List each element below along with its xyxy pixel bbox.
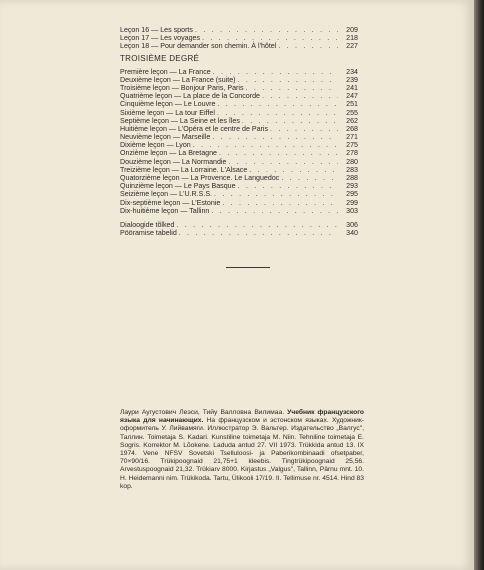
toc-entry-title: Deuxième leçon — La France (suite) (120, 75, 236, 84)
toc-entry-page: 306 (346, 220, 358, 229)
dot-leader (212, 190, 338, 198)
toc-entry (120, 84, 358, 92)
dot-leader (191, 141, 338, 149)
section-title: TROISIÈME DEGRÉ (120, 53, 200, 63)
toc-entry (120, 166, 358, 174)
dot-leader (210, 133, 338, 141)
toc-entry-page: 209 (346, 26, 358, 34)
colophon-authors: Лаури Аугустович Леэси, Тийу Валловна Вилимаа. (120, 409, 285, 416)
dot-leader (247, 166, 338, 174)
dot-leader (240, 117, 338, 125)
toc-entry-title: Leçon 17 — Les voyages (120, 34, 201, 43)
toc-entry-title: Dialoogide tõlked (120, 220, 175, 229)
toc-entry (120, 76, 358, 84)
toc-entry (120, 42, 358, 50)
toc-entry (120, 190, 358, 198)
toc-entry-title: Dixième leçon — Lyon (120, 141, 191, 150)
toc-entry-title: Seizième leçon — L'U.R.S.S. (120, 190, 213, 199)
dot-leader (215, 109, 338, 117)
toc-entry (120, 149, 358, 157)
toc-group-top (120, 26, 358, 51)
toc-entry-page: 262 (346, 116, 358, 125)
toc-entry (120, 141, 358, 149)
toc-entry-page: 299 (346, 198, 358, 207)
toc-entry-title: Première leçon — La France (120, 67, 211, 76)
toc-entry-page: 280 (346, 157, 358, 166)
toc-entry-page: 295 (346, 190, 358, 199)
toc-entry-title: Sixième leçon — La tour Eiffel (120, 108, 215, 117)
toc-entry-page: 247 (346, 92, 358, 101)
toc-entry (120, 92, 358, 100)
toc-entry-page: 227 (346, 42, 358, 51)
toc-entry-title: Douzième leçon — La Normandie (120, 157, 227, 166)
toc-entry (120, 117, 358, 125)
dot-leader (236, 76, 338, 84)
colophon-body: На французском и эстонском языках. Художник-оформитель У. Лийвамяги. Иллюстратор Э. Вальтер. Издательство „Валгус", Таллин. Toimetaja S. Kadari. Kunstiline toimetaja M. Niin. Tehniline toimetaja E. Sogris. Korrektor M. Lõokene. Laduda antud 27. VII 1973. Trükkida antud 13. IX 1974. Vene NFSV Sovetski Tselluloosi- ja Paberikombinaadi ofsetpaber, 70×90/16. Trükipoognaid 21,75+1 kleebis. Tingtrükipoognaid 25,56. Arvestuspoognaid 21,32. Trükiarv 8000. Kirjastus „Valgus", Tallinn, Pärnu mnt. 10. H. Heidemanni nim. Trükikoda. Tartu, Ülikooli 17/19. II. Tellimuse nr. 4514. Hind 83 kop. (120, 417, 364, 490)
toc-entry (120, 207, 358, 215)
toc-entry (120, 199, 358, 207)
dot-leader (215, 100, 338, 108)
toc-entry-page: 278 (346, 149, 358, 158)
dot-leader (220, 199, 338, 207)
toc-entry-page: 218 (346, 34, 358, 43)
toc-entry-page: 275 (346, 141, 358, 150)
toc-entry-page: 271 (346, 133, 358, 142)
toc-entry-title: Septième leçon — La Seine et les îles (120, 116, 240, 125)
toc-entry-title: Troisième leçon — Bonjour Paris, Paris (120, 83, 244, 92)
toc-entry-title: Leçon 16 — Les sports (120, 26, 193, 34)
dot-leader (174, 221, 338, 229)
toc-entry (120, 174, 358, 182)
toc-entry-title: Leçon 18 — Pour demander son chemin. À l'hôtel (120, 42, 277, 51)
dot-leader (279, 174, 338, 182)
toc-entry-title: Dix-septième leçon — L'Estonie (120, 198, 221, 207)
dot-leader (217, 149, 338, 157)
toc-entry-page: 340 (346, 229, 358, 238)
dot-leader (226, 158, 338, 166)
toc-entry (120, 158, 358, 166)
toc-entry-title: Cinquième leçon — Le Louvre (120, 100, 216, 109)
toc-entry-page: 293 (346, 182, 358, 191)
dot-leader (211, 68, 338, 76)
toc-entry-title: Huitième leçon — L'Opéra et le centre de Paris (120, 124, 269, 133)
toc-entry-page: 303 (346, 206, 358, 215)
dot-leader (268, 125, 338, 133)
dot-leader (244, 84, 338, 92)
dot-leader (193, 26, 338, 34)
dot-leader (276, 42, 338, 50)
toc-group-appendix (120, 221, 358, 237)
toc-entry-title: Dix-huitième leçon — Tallinn (120, 206, 210, 215)
toc-group-third-degree (120, 68, 358, 215)
toc-entry-title: Onzième leçon — La Bretagne (120, 149, 218, 158)
toc-entry (120, 133, 358, 141)
toc-entry (120, 68, 358, 76)
toc-entry (120, 182, 358, 190)
colophon (120, 409, 364, 491)
toc-entry-page: 251 (346, 100, 358, 109)
toc-entry-title: Quinzième leçon — Le Pays Basque (120, 182, 236, 191)
toc-entry (120, 100, 358, 108)
toc-entry-page: 241 (346, 83, 358, 92)
dot-leader (177, 229, 338, 237)
toc-entry (120, 125, 358, 133)
book-binding (474, 0, 484, 570)
dot-leader (260, 92, 338, 100)
dot-leader (236, 182, 338, 190)
dot-leader (209, 207, 338, 215)
toc-entry (120, 229, 358, 237)
toc-entry-page: 288 (346, 174, 358, 182)
table-of-contents (120, 26, 358, 237)
divider-rule (226, 267, 270, 268)
toc-entry-page: 234 (346, 67, 358, 76)
toc-entry-title: Quatrième leçon — La place de la Concorde (120, 92, 260, 101)
toc-entry-title: Quatorzième leçon — La Provence. Le Languedoc (120, 174, 280, 182)
toc-entry (120, 109, 358, 117)
toc-entry-title: Pööramise tabelid (120, 229, 177, 238)
toc-entry-title: Neuvième leçon — Marseille (120, 133, 211, 142)
toc-entry-page: 283 (346, 165, 358, 174)
toc-entry-page: 255 (346, 108, 358, 117)
toc-entry (120, 26, 358, 34)
toc-entry-page: 239 (346, 75, 358, 84)
toc-entry-title: Treizième leçon — La Lorraine. L'Alsace (120, 165, 248, 174)
toc-entry (120, 221, 358, 229)
colophon-book-title: Учебник французского языка для начинающих. (120, 409, 364, 425)
toc-entry-page: 268 (346, 124, 358, 133)
